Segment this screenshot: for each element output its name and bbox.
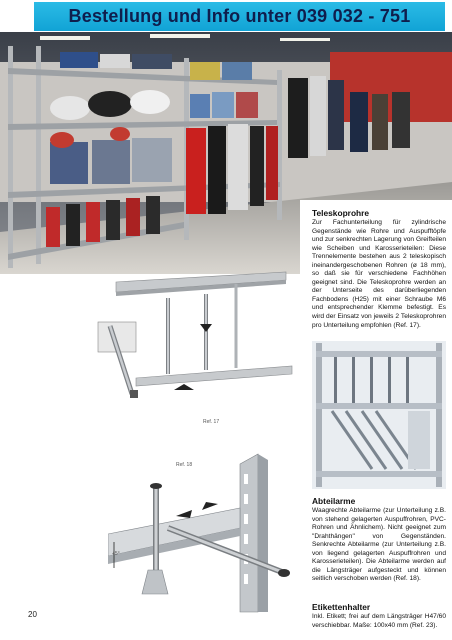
header-banner — [34, 2, 445, 31]
ref17-label: Ref. 17 — [203, 419, 220, 425]
divider-arm-illustration — [108, 444, 308, 614]
telescopic-tube-illustration — [96, 270, 296, 420]
page-number: 20 — [28, 610, 37, 619]
etikettenhalter-title: Etikettenhalter — [312, 602, 371, 612]
abteilarme-text: Waagrechte Abteilarme (zur Unterteilung z.B. von stehend gelagerten Auspuffrohren, PVC-Rohren und Ähnlichem). Nicht geeignet zum "Drahthängen" von Gegenständen. Senkrechte Abteilarme (zur Unterteilung z.B. von liegend gelagerten Auspuffrohren und Karosserieteilen). Die Abteilarme werden auf die Längsträger aufgesteckt und können seitlich verschoben werden (Ref. 18). — [312, 507, 446, 583]
teleskoprohre-title: Teleskoprohre — [312, 208, 370, 218]
abteilarme-section — [312, 496, 446, 584]
page-title: Bestellung und Info unter 039 032 - 751 — [68, 6, 411, 26]
teleskoprohre-text: Zur Fachunterteilung für zylindrische Gegenstände wie Rohre und Auspufftöpfe und zur senkrechten Lagerung von Greifteilen wie Scheiben und Karosserieteilen: Diese Trennelemente bestehen aus 2 teleskopisch ineinandergeschobenen Rohren (ø 18 mm), so daß sie für verschiedene Fachhöhen geeignet sind. Die Teleskoprohre werden an der Unterseite des darüberliegenden Fachbodens (H25) mit einer Schraube M6 und entsprechender Klemme befestigt. Es wird der Einsatz von jeweils 2 Teleskoprohren pro Unterteilung empfohlen (Ref. 17). — [312, 219, 446, 329]
etikettenhalter-text: Inkl. Etikett; frei auf dem Längsträger H47/60 verschiebbar. Maße: 100x40 mm (Ref. 23). — [312, 613, 446, 629]
rack-with-rods-photo — [312, 341, 446, 489]
dimension-label: +5° — [112, 551, 120, 557]
teleskoprohre-section — [312, 208, 446, 330]
ref18-label: Ref. 18 — [176, 462, 193, 468]
etikettenhalter-section — [312, 602, 446, 630]
abteilarme-title: Abteilarme — [312, 496, 356, 506]
